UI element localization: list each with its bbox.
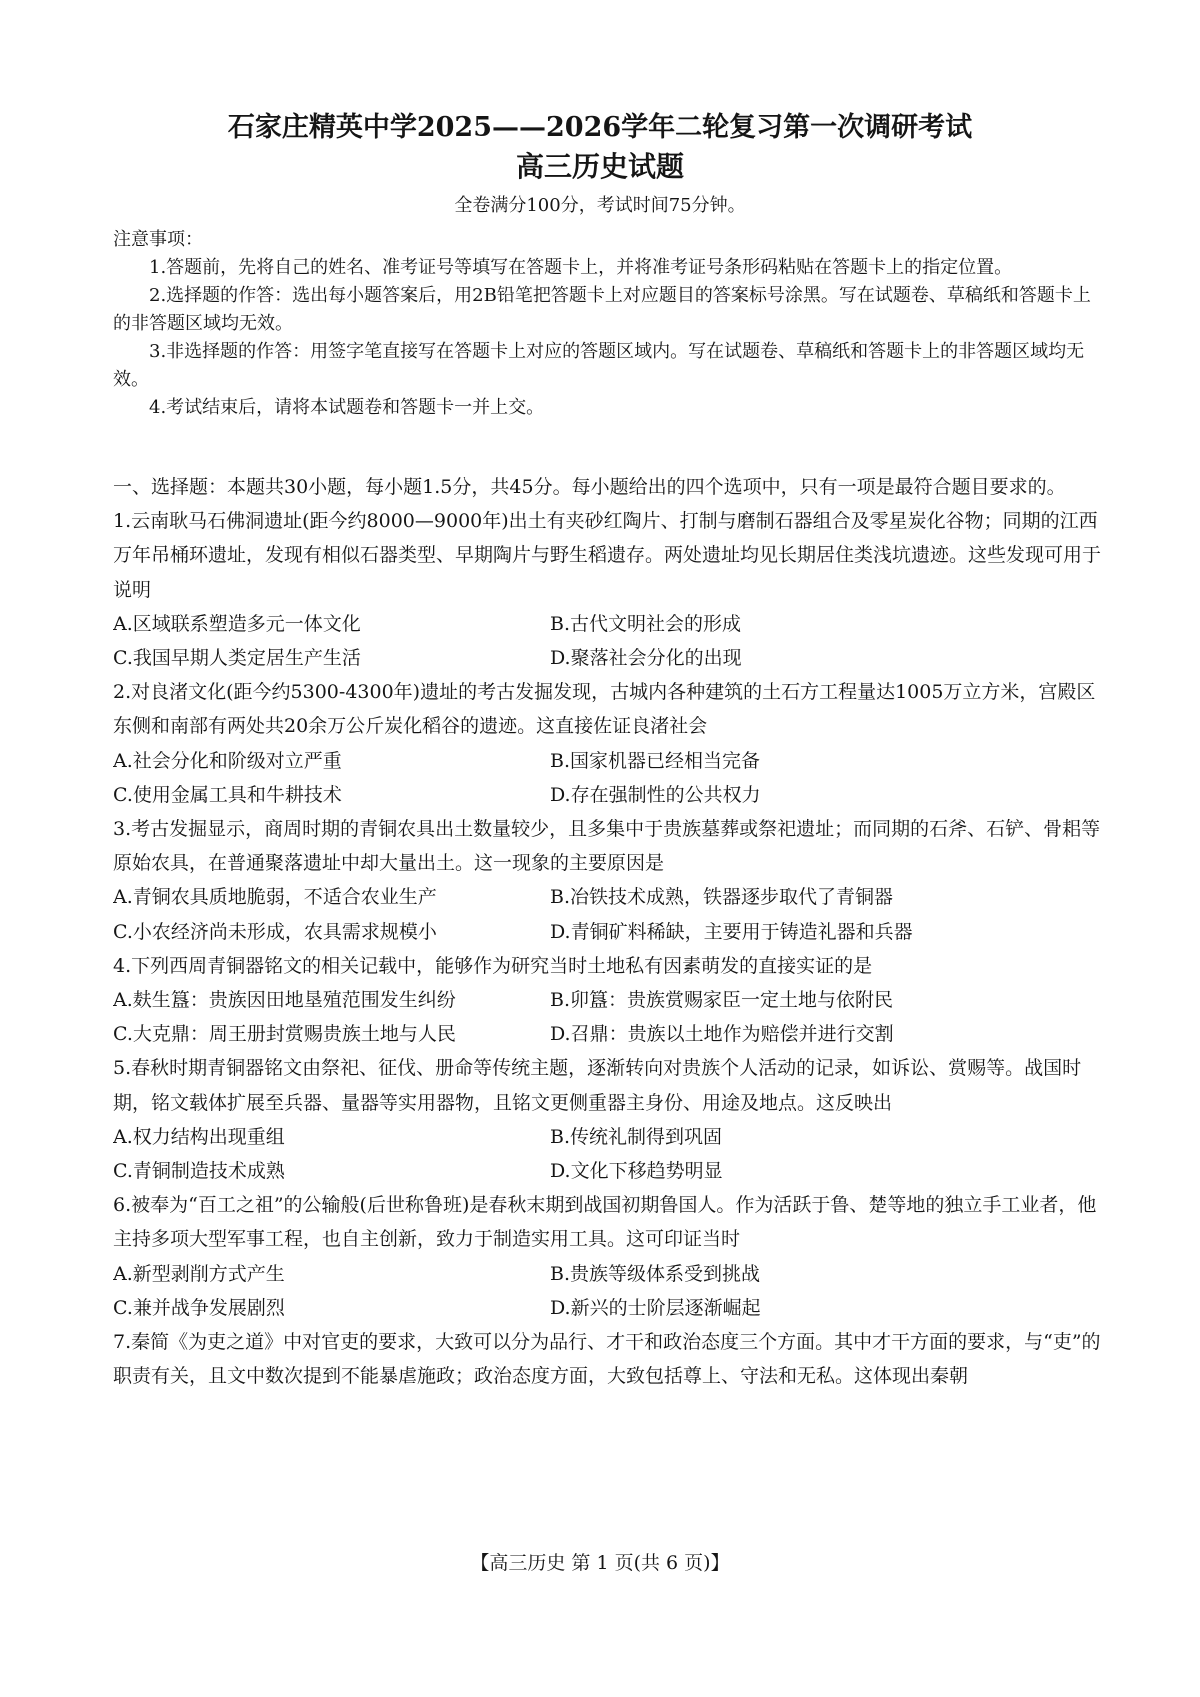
question-section (113, 470, 1103, 1393)
notice-item: 2.选择题的作答：选出每小题答案后，用2B铅笔把答题卡上对应题目的答案标号涂黑。写在试题卷、草稿纸和答题卡上的非答题区域均无效。 (113, 285, 1091, 334)
option-b: B.贵族等级体系受到挑战 (550, 1262, 761, 1285)
option-a: A.社会分化和阶级对立严重 (113, 749, 342, 772)
option-c: C.兼并战争发展剧烈 (113, 1296, 285, 1319)
notice-item: 1.答题前，先将自己的姓名、准考证号等填写在答题卡上，并将准考证号条形码粘贴在答题卡上的指定位置。 (149, 257, 1013, 278)
question-options (113, 607, 1103, 675)
notice-heading: 注意事项： (113, 229, 203, 250)
question-stem: 4.下列西周青铜器铭文的相关记载中，能够作为研究当时土地私有因素萌发的直接实证的是 (113, 954, 873, 977)
exam-score-time: 全卷满分100分，考试时间75分钟。 (454, 195, 746, 216)
option-b: B.古代文明社会的形成 (550, 612, 742, 635)
question (113, 949, 1103, 1052)
question-stem: 6.被奉为“百工之祖”的公输般(后世称鲁班)是春秋末期到战国初期鲁国人。作为活跃于鲁、楚等地的独立手工业者，他主持多项大型军事工程，也自主创新，致力于制造实用工具。这可印证当时 (113, 1194, 1097, 1251)
question (113, 504, 1103, 675)
exam-subject-title: 高三历史试题 (515, 150, 684, 183)
option-d: D.新兴的士阶层逐渐崛起 (550, 1296, 761, 1319)
question-stem: 7.秦简《为吏之道》中对官吏的要求，大致可以分为品行、才干和政治态度三个方面。其中才干方面的要求，与“吏”的职责有关，且文中数次提到不能暴虐施政；政治态度方面，大致包括尊上、守法和无私。这体现出秦朝 (113, 1331, 1101, 1388)
question-options (113, 880, 1103, 948)
option-a: A.权力结构出现重组 (113, 1125, 285, 1148)
option-b: B.国家机器已经相当完备 (550, 749, 761, 772)
question-options (113, 744, 1103, 812)
question-options (113, 1120, 1103, 1188)
question (113, 1051, 1103, 1188)
option-c: C.大克鼎：周王册封赏赐贵族土地与人民 (113, 1023, 456, 1046)
option-c: C.使用金属工具和牛耕技术 (113, 783, 342, 806)
exam-title: 石家庄精英中学2025——2026学年二轮复习第一次调研考试 (227, 112, 973, 143)
question-stem: 1.云南耿马石佛洞遗址(距今约8000—9000年)出土有夹砂红陶片、打制与磨制石器组合及零星炭化谷物；同期的江西万年吊桶环遗址，发现有相似石器类型、早期陶片与野生稻遗存。两处遗址均见长期居住类浅坑遗迹。这些发现可用于说明 (113, 510, 1102, 601)
option-a: A.新型剥削方式产生 (113, 1262, 285, 1285)
question (113, 1188, 1103, 1325)
option-a: A.区域联系塑造多元一体文化 (113, 612, 361, 635)
option-d: D.青铜矿料稀缺，主要用于铸造礼器和兵器 (550, 920, 913, 943)
option-c: C.小农经济尚未形成，农具需求规模小 (113, 920, 437, 943)
question-stem: 2.对良渚文化(距今约5300-4300年)遗址的考古发掘发现，古城内各种建筑的土石方工程量达1005万立方米，宫殿区东侧和南部有两处共20余万公斤炭化稻谷的遗迹。这直接佐证良渚社会 (113, 681, 1096, 738)
question-stem: 5.春秋时期青铜器铭文由祭祀、征伐、册命等传统主题，逐渐转向对贵族个人活动的记录，如诉讼、赏赐等。战国时期，铭文载体扩展至兵器、量器等实用器物，且铭文更侧重器主身份、用途及地点。这反映出 (113, 1057, 1082, 1114)
notice-item: 4.考试结束后，请将本试题卷和答题卡一并上交。 (149, 397, 545, 418)
section-heading: 一、选择题：本题共30小题，每小题1.5分，共45分。每小题给出的四个选项中，只有一项是最符合题目要求的。 (113, 476, 1066, 498)
option-b: B.卯簋：贵族赏赐家臣一定土地与依附民 (550, 989, 894, 1012)
option-a: A.麸生簋：贵族因田地垦殖范围发生纠纷 (113, 989, 456, 1012)
question-options (113, 1257, 1103, 1325)
option-c: C.青铜制造技术成熟 (113, 1160, 285, 1183)
question (113, 675, 1103, 812)
page-footer: 【高三历史 第 1 页(共 6 页)】 (470, 1552, 730, 1574)
option-c: C.我国早期人类定居生产生活 (113, 647, 361, 670)
question (113, 1325, 1103, 1393)
notice-block (113, 226, 1103, 422)
option-d: D.文化下移趋势明显 (550, 1160, 723, 1183)
option-d: D.聚落社会分化的出现 (550, 647, 742, 670)
question-stem: 3.考古发掘显示，商周时期的青铜农具出土数量较少，且多集中于贵族墓葬或祭祀遗址；而同期的石斧、石铲、骨耜等原始农具，在普通聚落遗址中却大量出土。这一现象的主要原因是 (113, 818, 1101, 875)
option-b: B.传统礼制得到巩固 (550, 1125, 723, 1148)
option-b: B.冶铁技术成熟，铁器逐步取代了青铜器 (550, 886, 894, 909)
option-d: D.存在强制性的公共权力 (550, 783, 761, 806)
question-options (113, 983, 1103, 1051)
question (113, 812, 1103, 949)
option-d: D.召鼎：贵族以土地作为赔偿并进行交割 (550, 1023, 894, 1046)
option-a: A.青铜农具质地脆弱，不适合农业生产 (113, 886, 437, 909)
notice-item: 3.非选择题的作答：用签字笔直接写在答题卡上对应的答题区域内。写在试题卷、草稿纸和答题卡上的非答题区域均无效。 (113, 341, 1085, 390)
